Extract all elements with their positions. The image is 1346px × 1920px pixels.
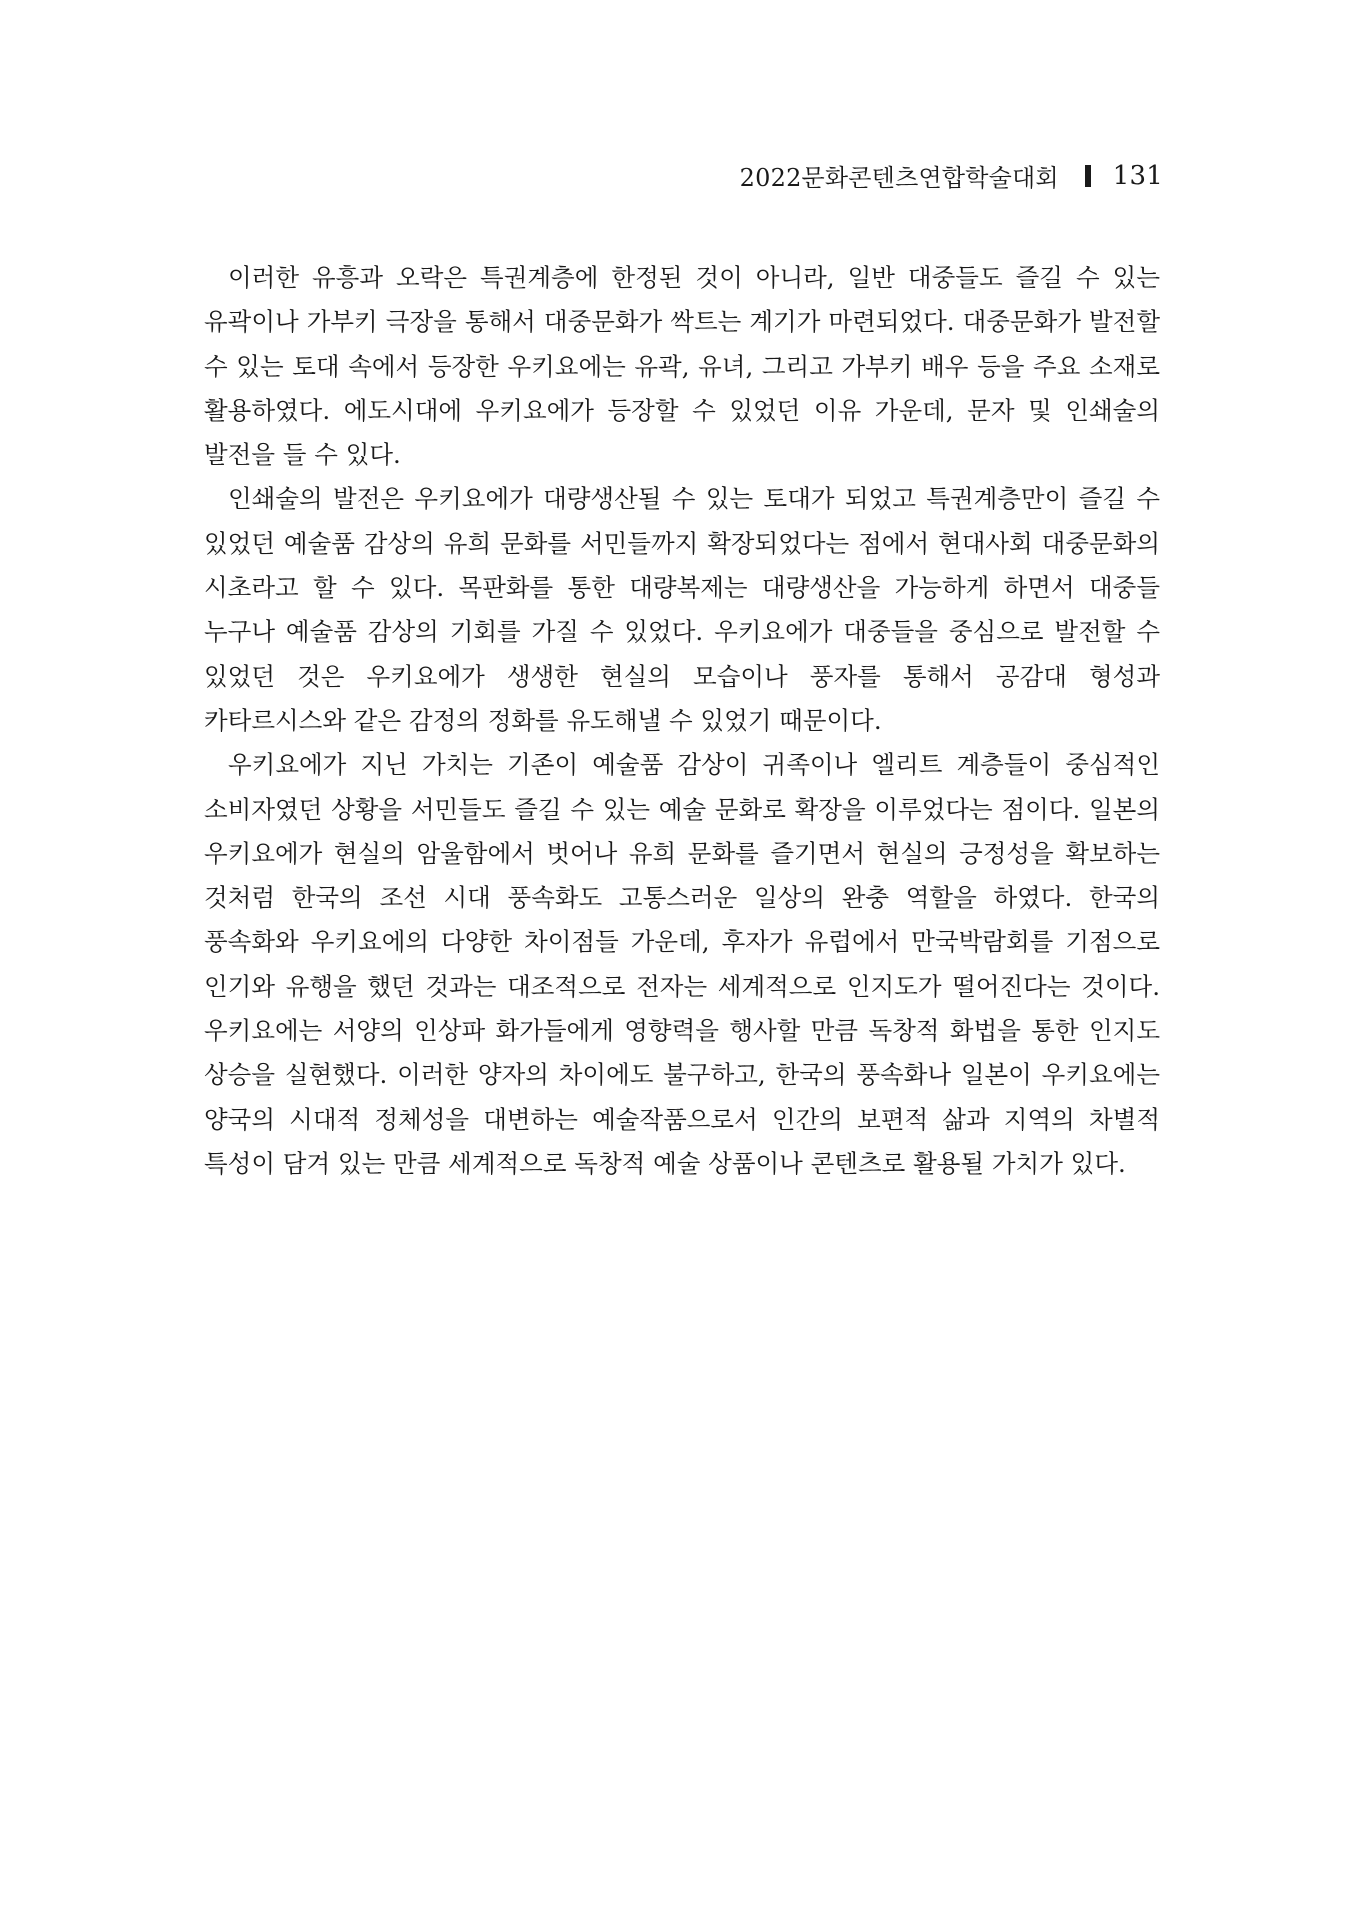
body-text bbox=[204, 256, 1160, 1186]
paragraph: 이러한 유흥과 오락은 특권계층에 한정된 것이 아니라, 일반 대중들도 즐길 수 있는 유곽이나 가부키 극장을 통해서 대중문화가 싹트는 계기가 마련되었다. 대중문화가 발전할 수 있는 토대 속에서 등장한 우키요에는 유곽, 유녀, 그리고 가부키 배우 등을 주요 소재로 활용하였다. 에도시대에 우키요에가 등장할 수 있었던 이유 가운데, 문자 및 인쇄술의 발전을 들 수 있다. bbox=[204, 263, 1160, 470]
header-divider-bar bbox=[1085, 165, 1091, 187]
page-number: 131 bbox=[1112, 160, 1163, 191]
conference-title: 2022문화콘텐츠연합학술대회 bbox=[739, 164, 1059, 192]
running-header bbox=[740, 158, 1163, 193]
paragraph: 인쇄술의 발전은 우키요에가 대량생산될 수 있는 토대가 되었고 특권계층만이 즐길 수 있었던 예술품 감상의 유희 문화를 서민들까지 확장되었다는 점에서 현대사회 대중문화의 시초라고 할 수 있다. 목판화를 통한 대량복제는 대량생산을 가능하게 하면서 대중들 누구나 예술품 감상의 기회를 가질 수 있었다. 우키요에가 대중들을 중심으로 발전할 수 있었던 것은 우키요에가 생생한 현실의 모습이나 풍자를 통해서 공감대 형성과 카타르시스와 같은 감정의 정화를 유도해낼 수 있었기 때문이다. bbox=[204, 484, 1160, 735]
paragraph: 우키요에가 지닌 가치는 기존이 예술품 감상이 귀족이나 엘리트 계층들이 중심적인 소비자였던 상황을 서민들도 즐길 수 있는 예술 문화로 확장을 이루었다는 점이다. 일본의 우키요에가 현실의 암울함에서 벗어나 유희 문화를 즐기면서 현실의 긍정성을 확보하는 것처럼 한국의 조선 시대 풍속화도 고통스러운 일상의 완충 역할을 하였다. 한국의 풍속화와 우키요에의 다양한 차이점들 가운데, 후자가 유럽에서 만국박람회를 기점으로 인기와 유행을 했던 것과는 대조적으로 전자는 세계적으로 인지도가 떨어진다는 것이다. 우키요에는 서양의 인상파 화가들에게 영향력을 행사할 만큼 독창적 화법을 통한 인지도 상승을 실현했다. 이러한 양자의 차이에도 불구하고, 한국의 풍속화나 일본이 우키요에는 양국의 시대적 정체성을 대변하는 예술작품으로서 인간의 보편적 삶과 지역의 차별적 특성이 담겨 있는 만큼 세계적으로 독창적 예술 상품이나 콘텐츠로 활용될 가치가 있다. bbox=[204, 750, 1160, 1178]
